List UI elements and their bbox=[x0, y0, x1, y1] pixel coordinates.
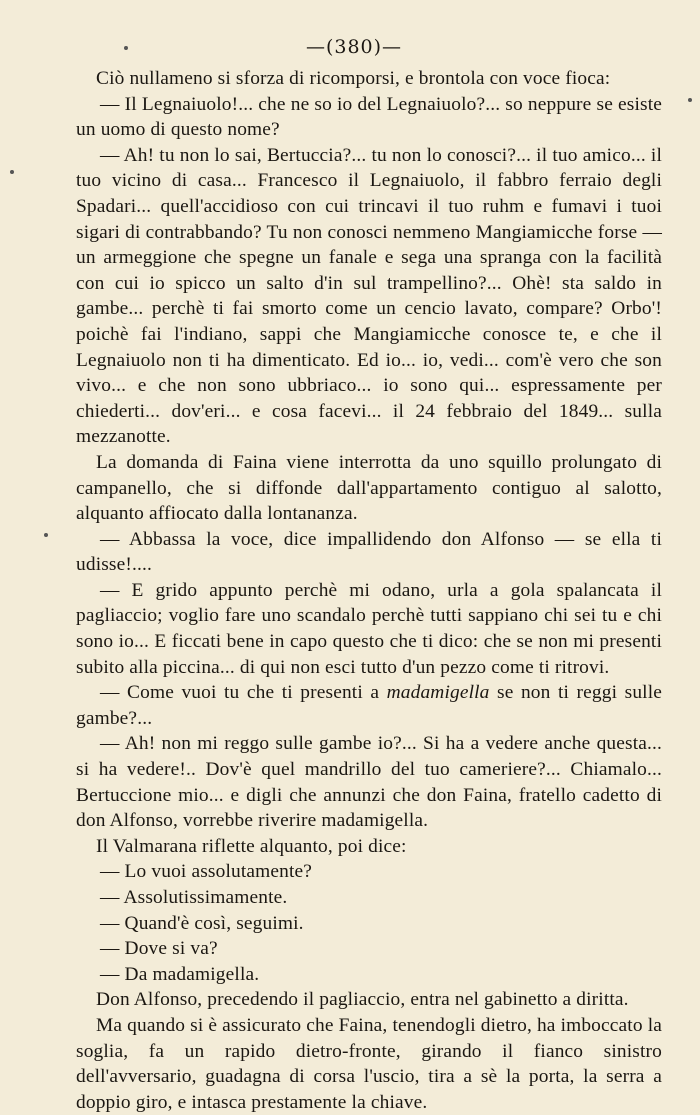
paragraph: — Dove si va? bbox=[100, 938, 218, 960]
print-speck bbox=[44, 533, 48, 537]
paragraph-text: — Come vuoi tu che ti presenti a bbox=[100, 682, 387, 704]
print-speck bbox=[124, 46, 128, 50]
paragraph: — Ah! tu non lo sai, Bertuccia?... tu non lo conosci?... il tuo amico... il tuo vicino di casa... Francesco il Legnaiuolo, il fabbro ferraio degli Spadari... quell'accidioso con cui trincavi il tuo ruhm e fumavi i tuoi sigari di contrabbando? Tu non conosci nemmeno Mangiamicche forse — un armeggione che spegne un fanale e sega una spranga con la facilità con cui io spicco un salto d'in sul trampellino?... Ohè! sta saldo in gambe... perchè ti fai smorto come un cencio lavato, compare? Orbo'! poichè fai l'indiano, sappi che Mangiamicche conosce te, e che il Legnaiuolo non ti ha dimenticato. Ed io... io, vedi... com'è vero che son vivo... e che non sono ubbriaco... io sono qui... espressamente per chiederti... dov'eri... e cosa facevi... il 24 febbraio del 1849... sulla mezzanotte. bbox=[76, 144, 662, 448]
paragraph: — Quand'è così, seguimi. bbox=[100, 912, 304, 934]
paragraph: — Il Legnaiuolo!... che ne so io del Legnaiuolo?... so neppure se esiste un uomo di questo nome? bbox=[76, 93, 662, 141]
paragraph: Ma quando si è assicurato che Faina, tenendogli dietro, ha imboccato la soglia, fa un rapido dietro-fronte, girando il fianco sinistro dell'avversario, guadagna di corsa l'uscio, tira a sè la porta, la serra a doppio giro, e intasca prestamente la chiave. bbox=[76, 1014, 662, 1113]
italic-word: madamigella bbox=[386, 682, 490, 704]
paragraph: Il Valmarana riflette alquanto, poi dice: bbox=[96, 835, 407, 857]
body-text bbox=[76, 66, 662, 1115]
paragraph: — Ah! non mi reggo sulle gambe io?... Si ha a vedere anche questa... si ha vedere!.. Dov'è quel mandrillo del tuo cameriere?... Chiamalo... Bertuccione mio... e digli che annunzi che don Faina, fratello cadetto di don Alfonso, vorrebbe riverire madamigella. bbox=[76, 733, 662, 832]
print-speck bbox=[688, 98, 692, 102]
print-speck bbox=[10, 170, 14, 174]
paragraph: — Abbassa la voce, dice impallidendo don Alfonso — se ella ti udisse!.... bbox=[76, 528, 662, 576]
paragraph: — Lo vuoi assolutamente? bbox=[100, 861, 313, 883]
paragraph bbox=[76, 680, 662, 731]
paragraph: Ciò nullameno si sforza di ricomporsi, e brontola con voce fioca: bbox=[96, 68, 611, 89]
paragraph: — E grido appunto perchè mi odano, urla a gola spalancata il pagliaccio; voglio fare uno scandalo perchè tutti sappiano chi sei tu e chi sono io... E ficcati bene in capo questo che ti dico: che se non mi presenti subito alla piccina... di qui non esci tutto d'un pezzo come ti ritrovi. bbox=[76, 579, 662, 678]
paragraph: — Assolutissimamente. bbox=[100, 887, 288, 908]
paragraph: La domanda di Faina viene interrotta da uno squillo prolungato di campanello, che si diffonde dall'appartamento contiguo al salotto, alquanto affiocato dalla lontananza. bbox=[76, 451, 662, 525]
paragraph-text: se non ti reggi sulle gambe?... bbox=[76, 682, 662, 729]
page-number: —(380)— bbox=[305, 36, 403, 58]
paragraph: Don Alfonso, precedendo il pagliaccio, entra nel gabinetto a diritta. bbox=[96, 989, 629, 1011]
paragraph: — Da madamigella. bbox=[100, 963, 260, 985]
